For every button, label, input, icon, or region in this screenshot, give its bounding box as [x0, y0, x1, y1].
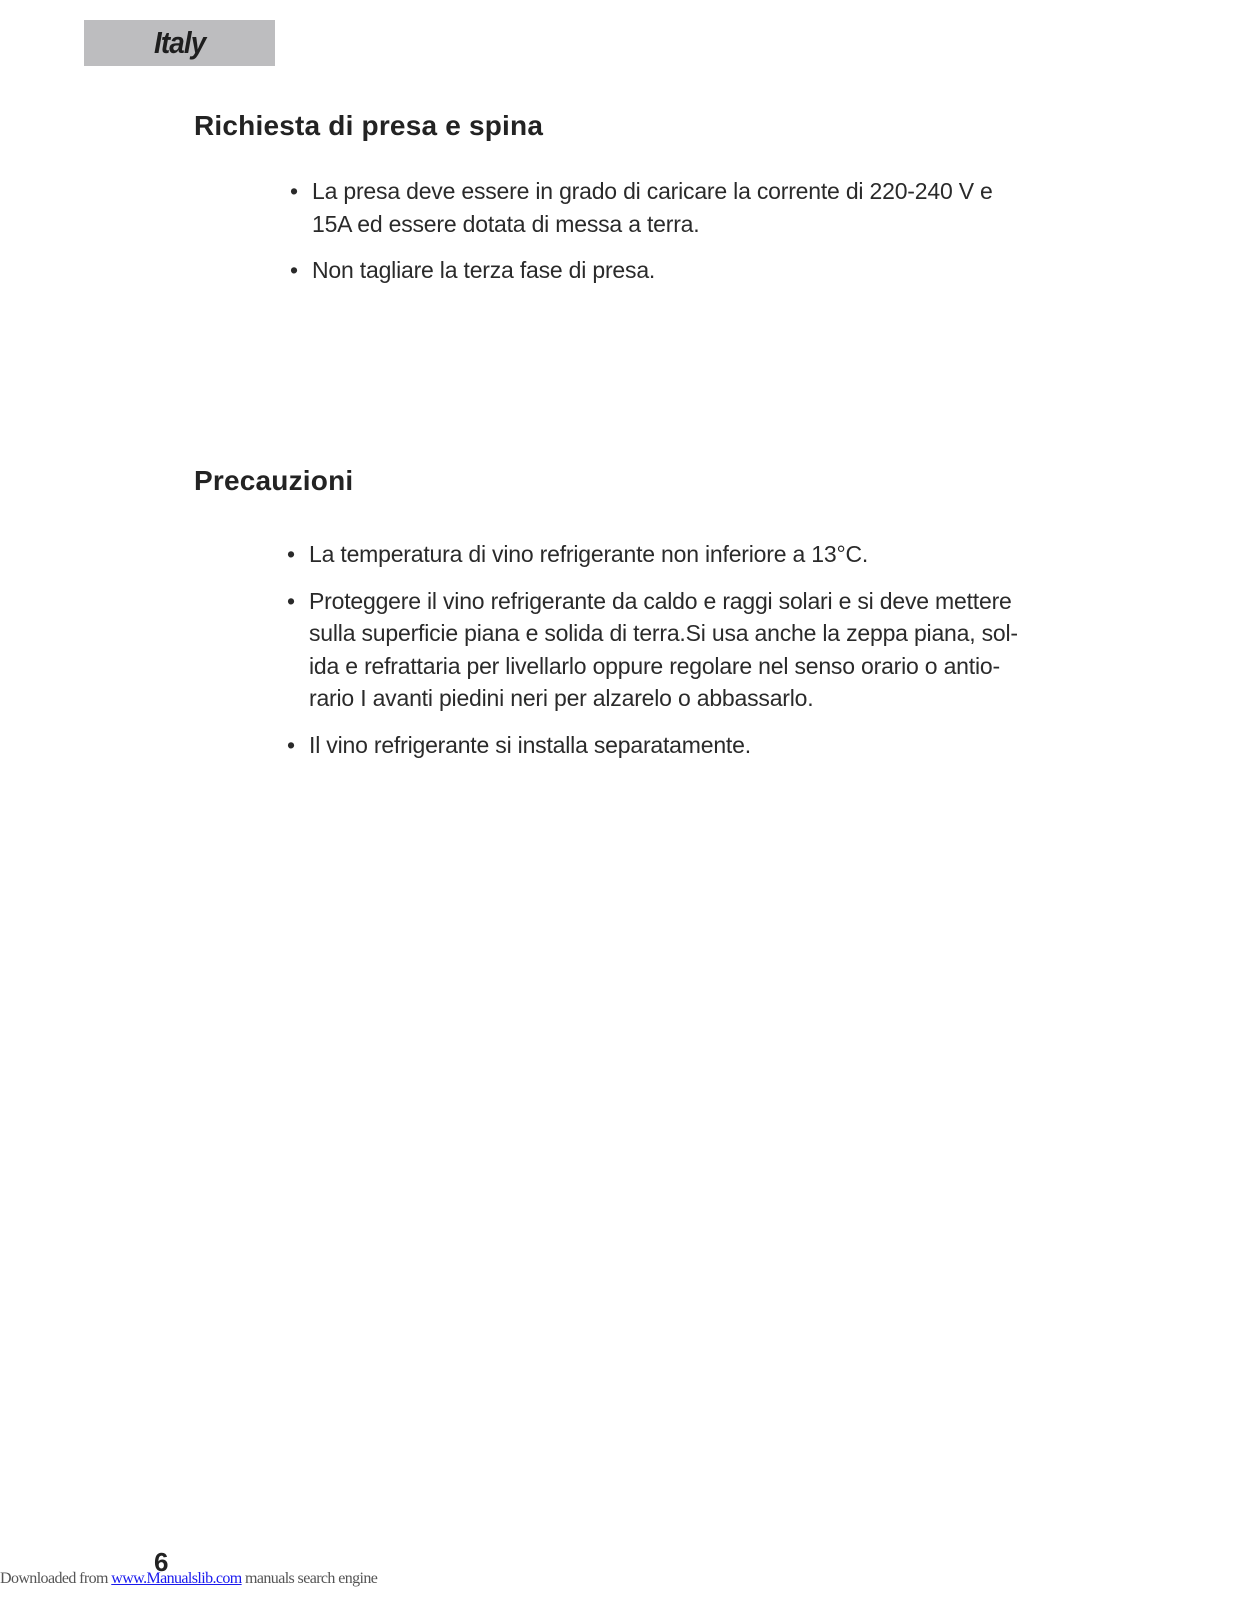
list-item	[287, 729, 1032, 762]
list-item	[287, 538, 1032, 571]
footer-suffix: manuals search engine	[241, 1570, 378, 1587]
page-number: 6	[154, 1547, 169, 1577]
bullet-icon: •	[287, 731, 295, 758]
list-item-text: Proteggere il vino refrigerante da caldo e raggi solari e si deve mettere sulla superficie piana e solida di terra.Si usa anche la zeppa piana, sol- ida e refrattaria per livellarlo oppure regolare nel senso orario o antio- rario I avanti piedini neri per alzarelo o abbassarlo.	[309, 587, 1018, 711]
bullet-icon: •	[290, 178, 298, 204]
list-item	[290, 254, 1020, 287]
country-label: Italy	[154, 25, 206, 60]
bullet-icon: •	[287, 541, 295, 567]
list-item	[290, 175, 1020, 240]
download-footer	[0, 1570, 377, 1588]
country-tab	[84, 20, 275, 66]
bullet-icon: •	[287, 587, 295, 614]
list-item-text: Non tagliare la terza fase di presa.	[312, 257, 656, 283]
precautions-list	[287, 538, 1032, 761]
section-title-precautions: Precauzioni	[194, 465, 354, 496]
bullet-icon: •	[290, 257, 298, 283]
list-item-text: La temperatura di vino refrigerante non inferiore a 13°C.	[309, 541, 869, 567]
section-title-plug-requirements: Richiesta di presa e spina	[194, 110, 544, 141]
footer-prefix: Downloaded from	[0, 1570, 112, 1587]
manualslib-link[interactable]: www.Manualslib.com	[111, 1570, 242, 1587]
list-item-text: Il vino refrigerante si installa separatamente.	[309, 731, 751, 758]
plug-requirements-list	[290, 175, 1020, 287]
list-item	[287, 585, 1032, 715]
list-item-text: La presa deve essere in grado di caricare la corrente di 220-240 V e 15A ed essere dotata di messa a terra.	[312, 178, 993, 237]
